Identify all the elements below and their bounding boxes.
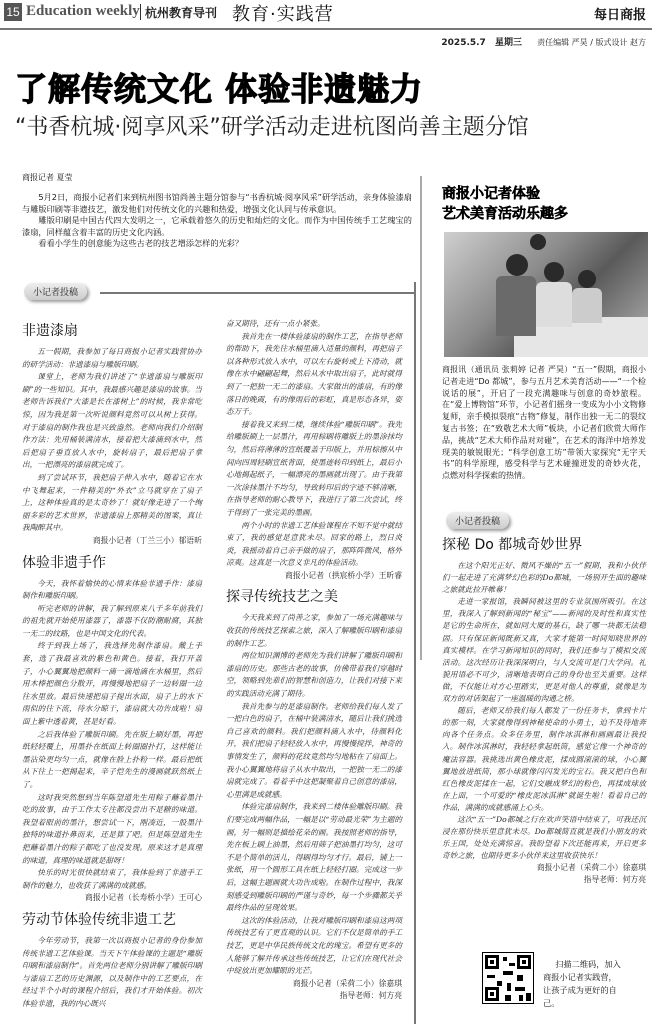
qr-finder (485, 987, 499, 1001)
article-title: 探秘 Do 都城奇妙世界 (442, 537, 583, 553)
qr-module (503, 971, 513, 975)
qr-module (507, 983, 511, 991)
article-signature: 商报小记者（长寿桥小学）王可心 (85, 893, 202, 903)
right-headline (442, 184, 568, 224)
article-teacher: 指导老师：何方亮 (583, 875, 646, 885)
qr-finder (517, 955, 531, 969)
article-title: 体验非遗手作 (22, 554, 106, 571)
photo-caption: 商报讯（通讯员 张莉婷 记者 严昊）“五一”假期，商报小记者走进“Do 都城”，参与五月艺术美育活动——“一个检说话的展”，开启了一段充满趣味与创意的奇妙旅程。在“爱上博物馆”环节，小记者们摇身一变成为小小文物修复师，亲手模拟裂痕“古物”修复，制作出独一无二的裂纹复古书签；在“致敬艺术大师”板块，小记者们欣赏大师作品，挑战“艺术大师作品对对碰”，在艺术的海洋中培养发现美的敏锐眼光；“科学创意工坊”带领大家探究“无字天书”的科学原理，感受科学与艺术碰撞迸发的奇妙火花，点燃对科学探索的热情。 (442, 365, 646, 481)
qr-module (526, 993, 531, 1001)
article-paragraph: 今年劳动节，我第一次以商报小记者的身份参加传统非遗工艺体验课。当天下午体验课的主题是“雕版印刷和漆扇制作”。首先两位老师分别讲解了雕版印刷与漆扇工艺的历史渊源，以及制作中的工艺要点，在经过半个小时的课程介绍后，我们才开始体验。初次体验非遗，我的内心既兴 (22, 935, 202, 1008)
article-paragraph: 奋又期待，还有一点小紧张。 (226, 319, 325, 328)
article-paragraph: 今天我来到了尚善之家，参加了一场充满趣味与收获的传统技艺探索之旅，深入了解雕版印刷和漆扇的制作工艺。 (226, 613, 402, 648)
main-headline: 了解传统文化 体验非遗魅力 (15, 70, 424, 108)
masthead (0, 0, 652, 30)
article-paragraph: 两位知识渊博的老师先为我们讲解了雕版印刷和漆扇的历史。那些古老的故事，仿佛带着我们穿越时空，领略到先辈们的智慧和创造力，让我们对接下来的实践活动充满了期待。 (226, 651, 402, 699)
right-section-divider (420, 176, 422, 660)
article-teacher: 指导老师：何方亮 (339, 991, 402, 1001)
qr-module (517, 975, 523, 981)
lead-paragraph: 5月2日，商报小记者们来到杭州图书馆尚善主题分馆参与“书香杭城·阅享风采”研学活动，亲身体验漆扇与雕版印刷等非遗技艺，激发他们对传统文化的兴趣和热爱，增强文化认同与传承意识。 (22, 192, 412, 214)
article-paragraph: 随后，老师又给我们每人都发了一份任务卡，拿到卡片的那一刻，大家就像得到神秘使命的小勇士，迫不及待地奔向各个任务点。众多任务里，制作冰淇淋和画画最让我投入。制作冰淇淋时，我轻轻拿起纸筒，感觉它像一个神奇的魔法容器。我挑选出黄色橡皮泥，揉成圆滚滚的球，小心翼翼地放进纸筒，那小球就像闪闪发光的宝石。我又把白色和红色橡皮泥揉在一起，它们交融成梦幻的粉色，再揉成球放在上面，一个可爱的“橡皮泥冰淇淋”就诞生啦！看着自己的作品，满满的成就感涌上心头。 (442, 706, 646, 812)
right-headline-line2: 艺术美育活动乐趣多 (442, 206, 568, 222)
article-paragraph: 今天，我怀着愉快的心情来体验非遗手作：漆扇制作和雕版印刷。 (22, 578, 202, 601)
qr-module (515, 987, 525, 991)
masthead-divider (140, 4, 141, 20)
article-paragraph: 听完老师的讲解，我了解到原来八千多年前我们的祖先就开始使用漆器了，漆器不仅防潮耐腐，其独一无二的纹路，也是中国文化的代表。 (22, 603, 202, 638)
middle-column (226, 318, 402, 1003)
photo-person (544, 262, 564, 282)
article-paragraph: 我首先参与的是漆扇制作。老师给我们每人发了一把白色的扇子，在桶中装满清水，随后让我们挑选自己喜欢的颜料。我们把颜料滴入水中，待颜料化开，我们把扇子轻轻放入水中，再慢慢搅拌，神奇的事情发生了，颜料的花纹竟然均匀地粘在了扇面上。我小心翼翼地将扇子从水中取出，一把独一无二的漆扇就完成了。看着手中这把凝聚着自己创意的漆扇，心里满是成就感。 (226, 701, 402, 799)
lead-paragraph: 雕版印刷是中国古代四大发明之一，它承载着悠久的历史和灿烂的文化。而作为中国传统手工艺瑰宝的漆扇，同样蕴含着丰富的历史文化内涵。 (22, 215, 412, 237)
article-paragraph: 这次的体验活动，让我对雕版印刷和漆扇这两项传统技艺有了更直观的认识。它们不仅是简单的手工技艺，更是中华民族传统文化的瑰宝。希望有更多的人能够了解并传承这些传统技艺，让它们在现代社会中绽放出更加耀眼的光芒。 (226, 915, 402, 976)
contributor-tag (446, 509, 509, 529)
issue-date: 2025.5.7 (441, 38, 486, 48)
article-paragraph: 接着我又来到二楼，继续体验“雕版印刷”。我先给雕版刷上一层墨汁，再用棕刷将雕版上的墨涂抹均匀，然后将薄薄的宣纸覆盖于印版上，并用棕擦从中间向四周轻刷宣纸背面，使墨迹转印到纸上，最后小心地揭起纸子，一幅漂亮的墨画就出现了。由于我第一次涂抹墨汁不均匀，导致转印后的字迹不够清晰，在指导老师的耐心教导下，我进行了第二次尝试，终于得到了一张完美的墨画。 (226, 419, 402, 517)
paper-name: 每日商报 (593, 8, 646, 23)
tag-label: 小记者投稿 (446, 512, 509, 529)
qr-caption-text: 扫描二维码，加入商报小记者实践营，让孩子成为更好的自己。 (543, 959, 621, 1008)
article-paragraph: 这次“五一”Do都城之行在欢声笑语中结束了，可我还沉浸在那份快乐里意犹未尽。Do都城简直就是我们小朋友的欢乐王国，处处充满惊喜。我盼望着下次还能再来，开启更多奇妙之旅，也期待更多小伙伴来这里收获快乐！ (442, 814, 646, 861)
article-signature: 商报小记者（采荷二小）徐嘉琪 (292, 978, 402, 988)
byline: 商报记者 夏莹 (22, 173, 73, 182)
article-title: 非遗漆扇 (22, 323, 78, 339)
article-paragraph: 在这个阳光正好、微风不燥的“五一”假期，我和小伙伴们一起走进了充满梦幻色彩的Do都城，一场别开生面的趣味之旅就此拉开帷幕！ (442, 561, 646, 595)
qr-code-icon[interactable] (482, 952, 534, 1004)
photo-person-body (572, 288, 602, 323)
article-paragraph: 这时我突然想到当年陈望道先生用粽子蘸着墨汁吃的故事，由于工作太专注都没尝出不是糖的味道。我望着眼前的墨汁，想尝试一下，刚凑近，一股墨汁独特的味道扑鼻而来，还是算了吧。但是陈望道先生把蘸着墨汁的粽子都吃了也没发现。原来这才是真理的味道，真理的味道就是甜呀！ (22, 792, 202, 865)
article-title: 探寻传统技艺之美 (226, 589, 338, 606)
article-paragraph: 到了尝试环节，我把扇子伸入水中，随着它在水中飞舞起来，一件精美的“外衣”立马就穿在了扇子上，这种体验真的是太奇妙了！就好像走进了一个绚丽多彩的艺术世界，非遗漆扇上那精美的图案，真让我陶醉其中。 (22, 472, 202, 533)
qr-module (519, 995, 523, 1001)
contributor-tag (24, 280, 87, 300)
photo-person-body (536, 282, 572, 327)
page-number: 15 (4, 3, 22, 21)
issue-weekday: 星期三 (494, 38, 522, 48)
article-paragraph: 之后我体验了雕版印刷。先在版上刷好墨，再把纸轻轻覆上，用墨扑在纸面上转圈圈扑打，这样能让墨沾染更均匀一点，就像在脸上扑粉一样。最后把纸从下往上一把揭起来，辛子恺先生的漫画就跃然纸上了。 (22, 729, 202, 789)
qr-module (487, 975, 495, 978)
qr-module (497, 981, 502, 986)
section-title: 教育·实践营 (232, 4, 334, 25)
article-paragraph: 两个小时的非遗工艺体验课程在不知不觉中就结束了，我的感觉是意犹未尽。回家的路上，烈日炎炎，我摇动着自己亲手做的扇子，那阵阵微风，格外凉爽。这真是一次意义非凡的体验活动。 (226, 520, 402, 568)
edu-weekly-label: Education weekly (26, 3, 140, 19)
photo-person (530, 234, 546, 250)
article-paragraph: 五一假期，我参加了每日商报小记者实践营协办的研学活动：非遗漆扇与雕版印刷。 (22, 347, 202, 369)
date-line (435, 35, 646, 48)
photo-person (506, 254, 528, 276)
news-photo (444, 232, 648, 357)
article-paragraph: 终于到我上场了，我选择先制作漆扇。戴上手套，选了我最喜欢的紫色和黄色。接着，我打开盖子，小心翼翼地把颜料一滴一滴地滴在水桶里，然后用木棒把颜色分散开，再慢慢地把扇子一边转圈一边往水里放。最后快速把扇子提出水面，扇子上的水下雨似的往下流，待水分晾干，漆扇就大功告成啦！扇面上紫中透着黄，甚是好看。 (22, 641, 202, 727)
tag-label: 小记者投稿 (24, 283, 87, 300)
qr-module (503, 957, 507, 961)
article-signature: 商报小记者（丁兰三小）郁语昕 (92, 535, 202, 545)
article-paragraph: 走进一家报馆，我瞬间被这里的专业氛围所吸引。在这里，我深入了解到新闻的“秘宝”——新闻的及时性和真实性是它的生命所在，就如同大厦的基石，缺了哪一块都无法稳固。只有保证新闻既新又真，大家才能第一时间知晓世界的真实模样。在学习新闻知识的同时，我们还参与了模拟交流活动。这次经历让我深深明白，与人交流可是门大学问。礼貌用语必不可少，清晰地表明自己的身份也至关重要。这样做，不仅能让对方心里踏实，更是对他人的尊重，就像是为双方的对话架起了一座温暖的沟通之桥。 (442, 597, 646, 704)
qr-module (505, 995, 511, 1001)
photo-person-body (496, 276, 536, 336)
article-title: 劳动节体验传统非遗工艺 (22, 911, 176, 928)
lead-paragraphs (22, 192, 412, 250)
editor-credit: 责任编辑 严昊 / 版式设计 赵方 (537, 38, 646, 47)
article-signature: 商报小记者（拱宸桥小学）王昕睿 (285, 570, 402, 580)
photo-person (578, 270, 596, 288)
article-paragraph: 快乐的时光很快就结束了，我体验到了非遗手工制作的魅力，也收获了满满的成就感。 (22, 868, 202, 890)
right-article (442, 536, 646, 887)
right-headline-line1: 商报小记者体验 (442, 186, 540, 202)
tag-rule (100, 292, 416, 294)
left-column (22, 316, 202, 1011)
sub-headline: “书香杭城·阅享风采”研学活动走进杭图尚善主题分馆 (15, 115, 529, 140)
qr-finder (485, 955, 499, 969)
article-paragraph: 课堂上，老师为我们讲述了“非遗漆扇与雕版印刷”的一些知识。其中，我最感兴趣是漆扇的故事。当老师告诉我们“大漆是长在漆树上”的时候，我非常吃惊，因为我是第一次听说颜料竟然可以从树上获得。对于漆扇的制作我也是兴致盎然。老师向我们介绍制作方法：先用桶装满清水，接着把大漆滴到水中，然后把扇子垂直放入水中，旋转扇子，最后把扇子拿出，一把漂亮的漆扇就完成了。 (22, 372, 202, 470)
qr-module (509, 963, 515, 966)
article-paragraph: 体验完漆扇制作，我来到二楼体验雕版印刷。我们要完成两幅作品，一幅是以“劳动最光荣”为主题的画，另一幅则是描绘花朵的画。我按照老师的指导，先在板上刷上油墨，然后用筛子把油墨打均匀，这可不是个简单的活儿，得刷得均匀才行。最后，铺上一张纸，用一个圆形工具在纸上轻轻打圈。完成这一步后，这幅主题画就大功告成啦。在制作过程中，我深刻感受到雕版印刷的严谨与奇妙，每一个步骤都关乎最终作品的呈现效果。 (226, 802, 402, 913)
lead-paragraph: 看看小学生的创意能为这些古老的技艺增添怎样的光彩？ (38, 238, 244, 249)
article-signature: 商报小记者（采荷二小）徐嘉琪 (536, 863, 646, 873)
qr-caption (543, 958, 623, 1010)
brand-name: 杭州教育导刊 (145, 6, 218, 20)
article-paragraph: 我首先在一楼体验漆扇的制作工艺，在指导老师的帮助下，我先往水桶里滴入适量的颜料，再把扇子以各种形式放入水中，可以左右旋转或上下滑动，就像在水中翩翩起舞，然后从水中取出扇子，此时就得到了一把独一无二的漆扇。大家做出的漆扇，有的像落日的晚霞，有的像雨后的彩虹，真是形态各异，姿态万千。 (226, 331, 402, 417)
